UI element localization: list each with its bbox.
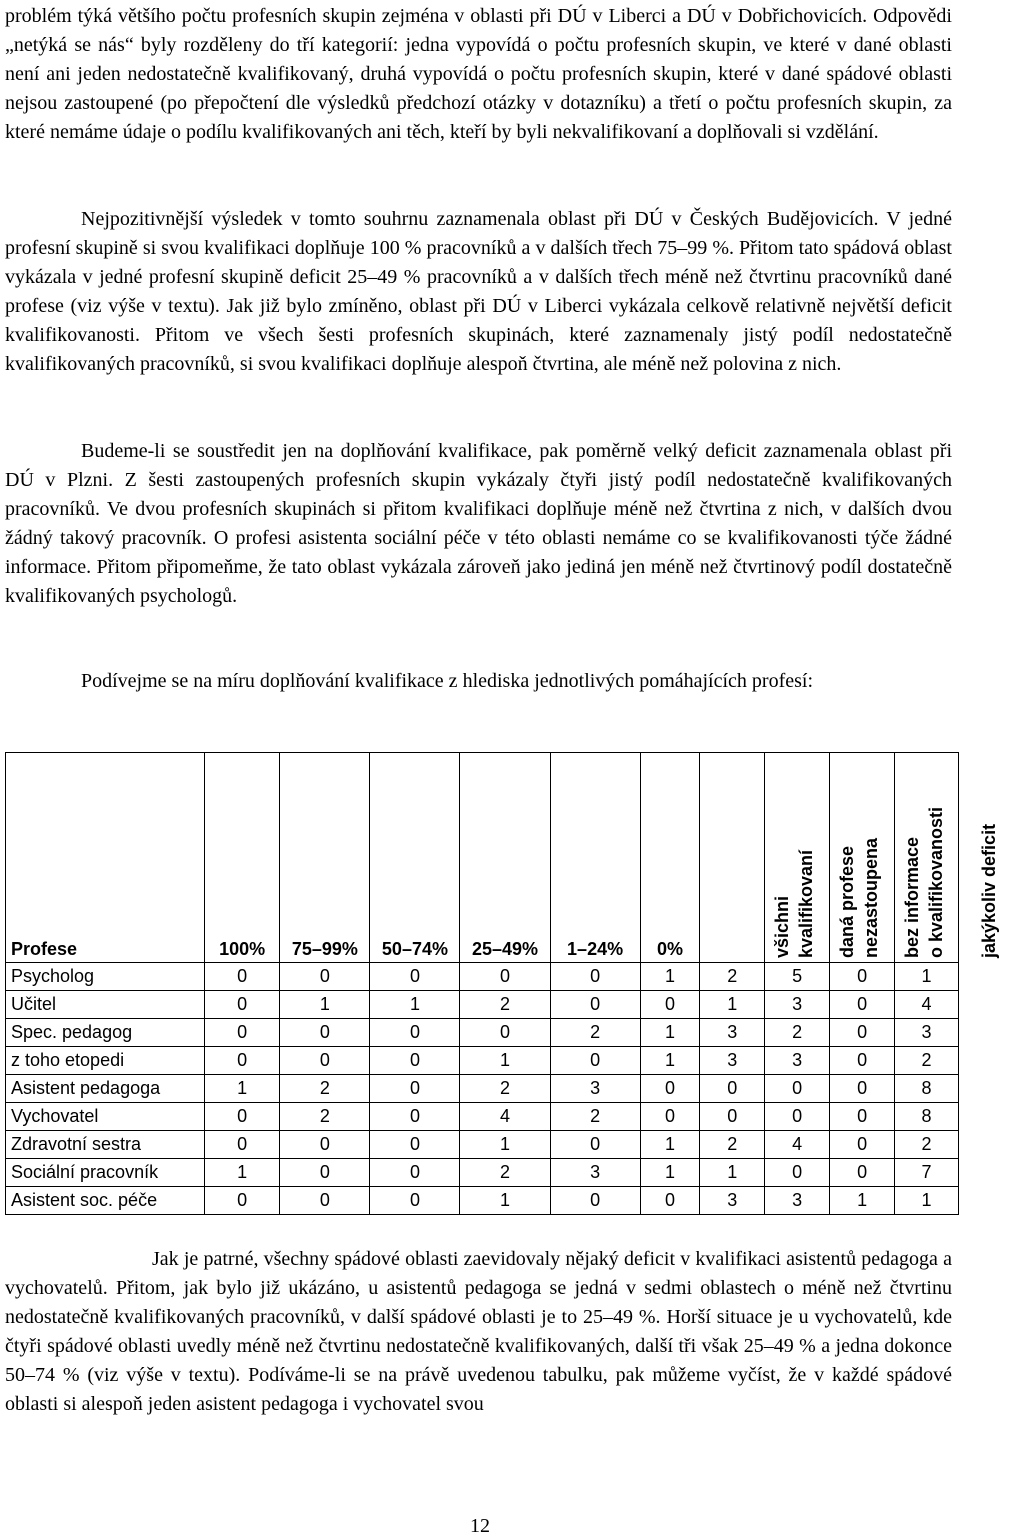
header-line: všichni xyxy=(772,895,793,958)
table-cell: 3 xyxy=(895,1019,959,1047)
header-pct-0: 0% xyxy=(640,753,700,963)
table-cell: 1 xyxy=(700,1159,765,1187)
table-cell: 2 xyxy=(700,963,765,991)
paragraph-text: problém týká většího počtu profesních skupin zejména v oblasti při DÚ v Liberci a DÚ v Dobřichovicích. xyxy=(5,5,874,27)
table-cell: 1 xyxy=(700,991,765,1019)
paragraph-text: Odpovědi „netýká se nás“ byly rozděleny do tří kategorií: jedna vypovídá o počtu profesních skupin, ve které v dané oblasti není ani jeden nedostatečně kvalifikovaný, druhá vypovídá o počtu profesních skupin, které v dané spádové oblasti nejsou zastoupené (po přepočtení dle výsledků předchozí otázky v dotazníku) a třetí o počtu profesních skupin, za které nemáme údaje o podílu kvalifikovaných ani těch, kteří by byli nekvalifikovaní a doplňovali si vzdělání. xyxy=(5,5,952,143)
table-cell: 1 xyxy=(460,1047,550,1075)
table-cell: 3 xyxy=(700,1019,765,1047)
table-cell: 0 xyxy=(204,1131,279,1159)
table-cell: 1 xyxy=(460,1131,550,1159)
table-cell: 2 xyxy=(280,1075,370,1103)
table-cell: 0 xyxy=(370,1131,460,1159)
table-cell: 0 xyxy=(370,1019,460,1047)
header-profese: Profese xyxy=(6,753,205,963)
header-vsichni-kvalifikovani xyxy=(700,753,817,963)
table-cell: 1 xyxy=(370,991,460,1019)
table-cell: 1 xyxy=(895,1187,959,1215)
table-cell: 0 xyxy=(204,1187,279,1215)
paragraph-ceske-budejovice xyxy=(5,205,952,379)
table-row xyxy=(6,963,959,991)
header-pct-1-24: 1–24% xyxy=(550,753,640,963)
table-cell: 0 xyxy=(204,1103,279,1131)
header-pct-50-74: 50–74% xyxy=(370,753,460,963)
table-cell: 0 xyxy=(640,991,700,1019)
table-row xyxy=(6,1187,959,1215)
header-line: nezastoupena xyxy=(861,837,882,958)
table-cell: 0 xyxy=(370,963,460,991)
table-cell: 0 xyxy=(370,1103,460,1131)
table-cell: 0 xyxy=(550,1047,640,1075)
table-header-row xyxy=(6,753,959,963)
table-cell: 2 xyxy=(550,1103,640,1131)
table-cell: 0 xyxy=(370,1047,460,1075)
table-cell: 0 xyxy=(765,1159,830,1187)
header-pct-25-49: 25–49% xyxy=(460,753,550,963)
table-cell: 2 xyxy=(895,1131,959,1159)
table-cell: 1 xyxy=(830,1187,895,1215)
table-cell: 2 xyxy=(460,1075,550,1103)
table-cell: 1 xyxy=(640,1019,700,1047)
table-cell: 3 xyxy=(700,1047,765,1075)
rotated-header-label xyxy=(958,758,1020,958)
table-cell: 0 xyxy=(765,1075,830,1103)
header-jakykoliv-deficit xyxy=(895,753,999,963)
table-cell: 0 xyxy=(280,1159,370,1187)
table-cell: 0 xyxy=(550,1131,640,1159)
table-row xyxy=(6,1075,959,1103)
paragraph-intro xyxy=(5,2,952,147)
row-profession: Učitel xyxy=(6,991,205,1019)
table-row xyxy=(6,1047,959,1075)
table-cell: 0 xyxy=(550,963,640,991)
table-cell: 4 xyxy=(895,991,959,1019)
row-profession: Sociální pracovník xyxy=(6,1159,205,1187)
table-cell: 0 xyxy=(830,1047,895,1075)
table-cell: 0 xyxy=(700,1103,765,1131)
table-cell: 0 xyxy=(830,1131,895,1159)
table-cell: 1 xyxy=(640,1159,700,1187)
table-cell: 0 xyxy=(830,1075,895,1103)
table-cell: 0 xyxy=(370,1159,460,1187)
table-cell: 0 xyxy=(460,963,550,991)
table-cell: 7 xyxy=(895,1159,959,1187)
table-cell: 0 xyxy=(460,1019,550,1047)
table-cell: 0 xyxy=(280,1131,370,1159)
table-cell: 4 xyxy=(765,1131,830,1159)
row-profession: Vychovatel xyxy=(6,1103,205,1131)
table-body xyxy=(6,963,959,1215)
table-cell: 1 xyxy=(460,1187,550,1215)
table-row xyxy=(6,991,959,1019)
table-cell: 0 xyxy=(550,1187,640,1215)
header-line: kvalifikovaní xyxy=(796,849,817,958)
header-pct-100: 100% xyxy=(204,753,279,963)
table-cell: 5 xyxy=(765,963,830,991)
table-cell: 0 xyxy=(370,1187,460,1215)
row-profession: Spec. pedagog xyxy=(6,1019,205,1047)
table-cell: 0 xyxy=(830,963,895,991)
paragraph-text: Podívejme se na míru doplňování kvalifikace z hlediska jednotlivých pomáhajících profesí: xyxy=(81,670,814,692)
table-cell: 0 xyxy=(550,991,640,1019)
table-cell: 3 xyxy=(700,1187,765,1215)
table-row xyxy=(6,1131,959,1159)
table-cell: 0 xyxy=(830,991,895,1019)
paragraph-text: Budeme-li se soustředit jen na doplňování kvalifikace, pak poměrně velký deficit zaznamenala oblast při DÚ v Plzni. Z šesti zastoupených profesních skupin vykázaly čtyři jistý podíl nedostatečně kvalifikovaných pracovníků. Ve dvou profesních skupinách si přitom kvalifikaci doplňuje méně než čtvrtina z nich, v dalších dvou žádný takový pracovník. O profesi asistenta sociální péče v této oblasti nemáme co se kvalifikovanosti týče žádné informace. Přitom připomeňme, že tato oblast vykázala zároveň jako jediná jen méně než čtvrtinový podíl dostatečně kvalifikovaných psychologů. xyxy=(5,440,952,607)
row-profession: Asistent pedagoga xyxy=(6,1075,205,1103)
table-cell: 2 xyxy=(550,1019,640,1047)
table-cell: 0 xyxy=(280,963,370,991)
table-cell: 0 xyxy=(700,1075,765,1103)
row-profession: Psycholog xyxy=(6,963,205,991)
table-cell: 3 xyxy=(765,1047,830,1075)
table-cell: 3 xyxy=(550,1075,640,1103)
table-row xyxy=(6,1019,959,1047)
header-pct-75-99: 75–99% xyxy=(280,753,370,963)
header-profese-nezastoupena xyxy=(765,753,882,963)
table-row xyxy=(6,1103,959,1131)
table-cell: 1 xyxy=(280,991,370,1019)
paragraph-text: Jak je patrné, všechny spádové oblasti zaevidovaly nějaký deficit v kvalifikaci asistentů pedagoga a vychovatelů. Přitom, jak bylo již ukázáno, u asistentů pedagoga se jedná v sedmi oblastech o méně než čtvrtinu nedostatečně kvalifikovaných pracovníků, v další spádové oblasti je to 25–49 %. Horší situace je u vychovatelů, kde čtyři spádové oblasti uvedly méně než čtvrtinu nedostatečně kvalifikovaných, další tři však 25–49 % a jedna dokonce 50–74 % (viz výše v textu). Podíváme-li se na právě uvedenou tabulku, pak můžeme vyčíst, že v každé spádové oblasti si alespoň jeden asistent pedagoga i vychovatel svou xyxy=(5,1248,952,1415)
table-cell: 0 xyxy=(204,1047,279,1075)
table-cell: 1 xyxy=(895,963,959,991)
table-cell: 0 xyxy=(765,1103,830,1131)
table-cell: 2 xyxy=(765,1019,830,1047)
table-cell: 2 xyxy=(280,1103,370,1131)
table-cell: 0 xyxy=(640,1103,700,1131)
header-line: o kvalifikovanosti xyxy=(926,806,947,958)
header-line: bez informace xyxy=(902,836,923,958)
table-cell: 0 xyxy=(280,1187,370,1215)
table-cell: 0 xyxy=(830,1019,895,1047)
table-cell: 3 xyxy=(765,991,830,1019)
table-cell: 0 xyxy=(640,1075,700,1103)
table-cell: 1 xyxy=(204,1075,279,1103)
table-row xyxy=(6,1159,959,1187)
table-cell: 0 xyxy=(280,1047,370,1075)
paragraph-text: Nejpozitivnější výsledek v tomto souhrnu zaznamenala oblast při DÚ v Českých Budějovicích. V jedné profesní skupině si svou kvalifikaci doplňuje 100 % pracovníků a v dalších třech 75–99 %. Přitom tato spádová oblast vykázala v jedné profesní skupině deficit 25–49 % pracovníků a v dalších třech méně než čtvrtinu pracovníků dané profese (viz výše v textu). Jak již bylo zmíněno, oblast při DÚ v Liberci vykázala celkově relativně největší deficit kvalifikovanosti. Přitom ve všech šesti profesních skupinách, které zaznamenaly jistý podíl nedostatečně kvalifikovaných pracovníků, si svou kvalifikaci doplňuje alespoň čtvrtina, ale méně než polovina z nich. xyxy=(5,208,952,375)
table-cell: 0 xyxy=(204,991,279,1019)
table-cell: 2 xyxy=(460,991,550,1019)
header-bez-informace xyxy=(830,753,947,963)
table-cell: 8 xyxy=(895,1075,959,1103)
table-cell: 1 xyxy=(640,1047,700,1075)
table-cell: 3 xyxy=(550,1159,640,1187)
table-cell: 2 xyxy=(460,1159,550,1187)
row-profession: Zdravotní sestra xyxy=(6,1131,205,1159)
table-cell: 0 xyxy=(204,1019,279,1047)
paragraph-table-intro xyxy=(5,667,952,696)
table-cell: 0 xyxy=(370,1075,460,1103)
row-profession: z toho etopedi xyxy=(6,1047,205,1075)
table-cell: 2 xyxy=(700,1131,765,1159)
header-line: daná profese xyxy=(837,845,858,958)
table-cell: 4 xyxy=(460,1103,550,1131)
table-cell: 1 xyxy=(204,1159,279,1187)
page-number: 12 xyxy=(470,1515,490,1537)
table-cell: 3 xyxy=(765,1187,830,1215)
paragraph-conclusion xyxy=(5,1245,952,1419)
table-cell: 1 xyxy=(640,963,700,991)
table-cell: 0 xyxy=(204,963,279,991)
table-cell: 2 xyxy=(895,1047,959,1075)
header-line: jakýkoliv deficit xyxy=(978,823,999,958)
table-cell: 0 xyxy=(830,1103,895,1131)
table-cell: 1 xyxy=(640,1131,700,1159)
table-cell: 0 xyxy=(830,1159,895,1187)
row-profession: Asistent soc. péče xyxy=(6,1187,205,1215)
paragraph-plzen xyxy=(5,437,952,611)
table-cell: 0 xyxy=(280,1019,370,1047)
table-cell: 0 xyxy=(640,1187,700,1215)
table-cell: 8 xyxy=(895,1103,959,1131)
qualification-table xyxy=(5,752,999,1215)
